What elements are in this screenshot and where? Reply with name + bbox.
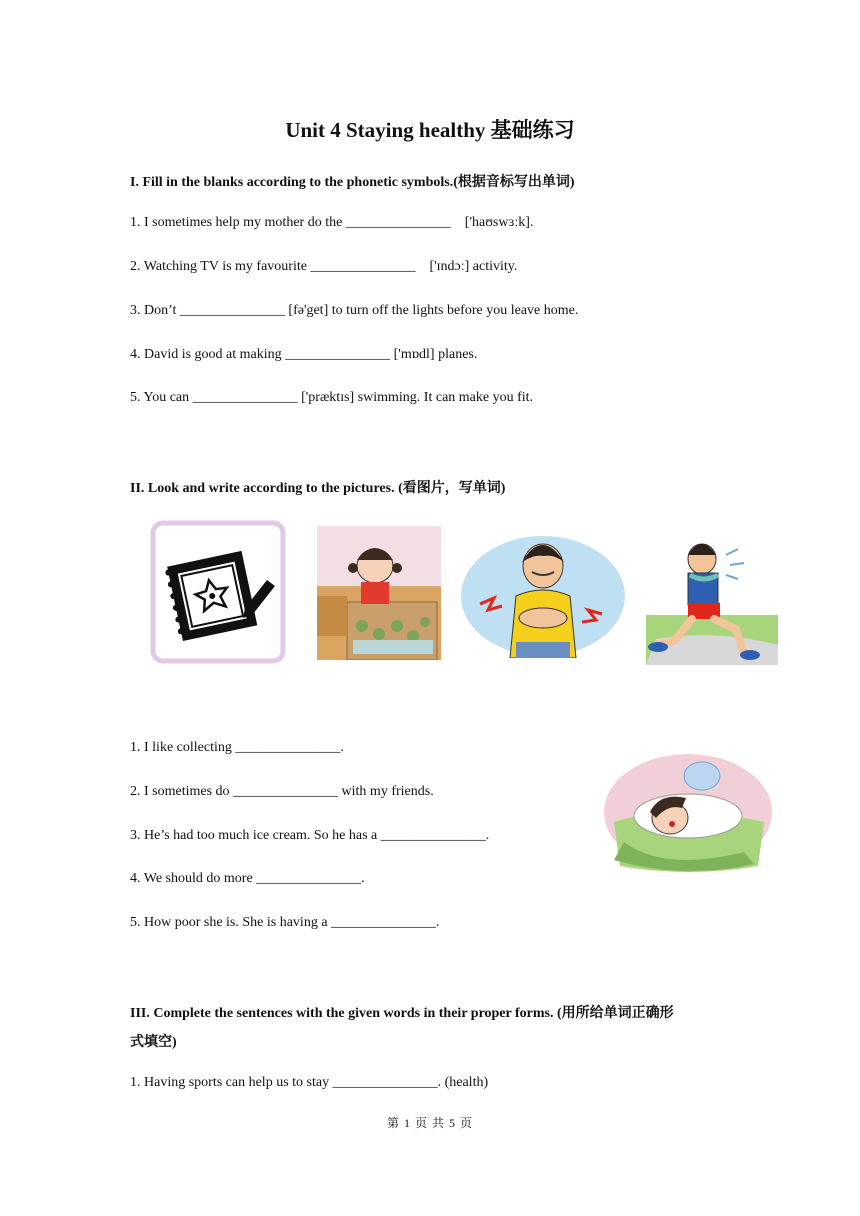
section2-item-4: 4. We should do more _______________. bbox=[130, 871, 365, 886]
page-title: Unit 4 Staying healthy 基础练习 bbox=[285, 118, 575, 142]
section3-heading-line2: 式填空) bbox=[130, 1035, 177, 1050]
girl-gardening-picture bbox=[317, 526, 441, 660]
section2-item-1: 1. I like collecting _______________. bbox=[130, 740, 344, 755]
section3-item-1: 1. Having sports can help us to stay _______________. (health) bbox=[130, 1075, 489, 1090]
section2-heading: II. Look and write according to the pictures. (看图片，写单词) bbox=[130, 481, 506, 496]
section1-item-5: 5. You can _______________ ['præktɪs] swimming. It can make you fit. bbox=[130, 390, 534, 405]
sick-girl-picture bbox=[604, 752, 772, 872]
section1-heading: I. Fill in the blanks according to the phonetic symbols.(根据音标写出单词) bbox=[130, 175, 575, 190]
running-picture bbox=[646, 537, 778, 665]
section1-item-2: 2. Watching TV is my favourite _______________ ['ɪndɔː] activity. bbox=[130, 259, 518, 274]
section2-item-3: 3. He’s had too much ice cream. So he has a _______________. bbox=[130, 828, 490, 843]
page-footer: 第 1 页 共 5 页 bbox=[386, 1116, 473, 1130]
section1-item-3: 3. Don’t _______________ [fə'get] to turn off the lights before you leave home. bbox=[130, 303, 579, 318]
section3-heading-line1: III. Complete the sentences with the given words in their proper forms. (用所给单词正确形 bbox=[130, 1006, 674, 1021]
stamp-picture bbox=[150, 520, 286, 664]
section2-item-5: 5. How poor she is. She is having a _______________. bbox=[130, 915, 440, 930]
section2-item-2: 2. I sometimes do _______________ with my friends. bbox=[130, 784, 434, 799]
stomachache-picture bbox=[460, 534, 626, 658]
section1-item-1: 1. I sometimes help my mother do the _______________ ['haʊswɜːk]. bbox=[130, 215, 534, 230]
section1-item-4: 4. David is good at making _______________ ['mɒdl] planes. bbox=[130, 347, 478, 362]
